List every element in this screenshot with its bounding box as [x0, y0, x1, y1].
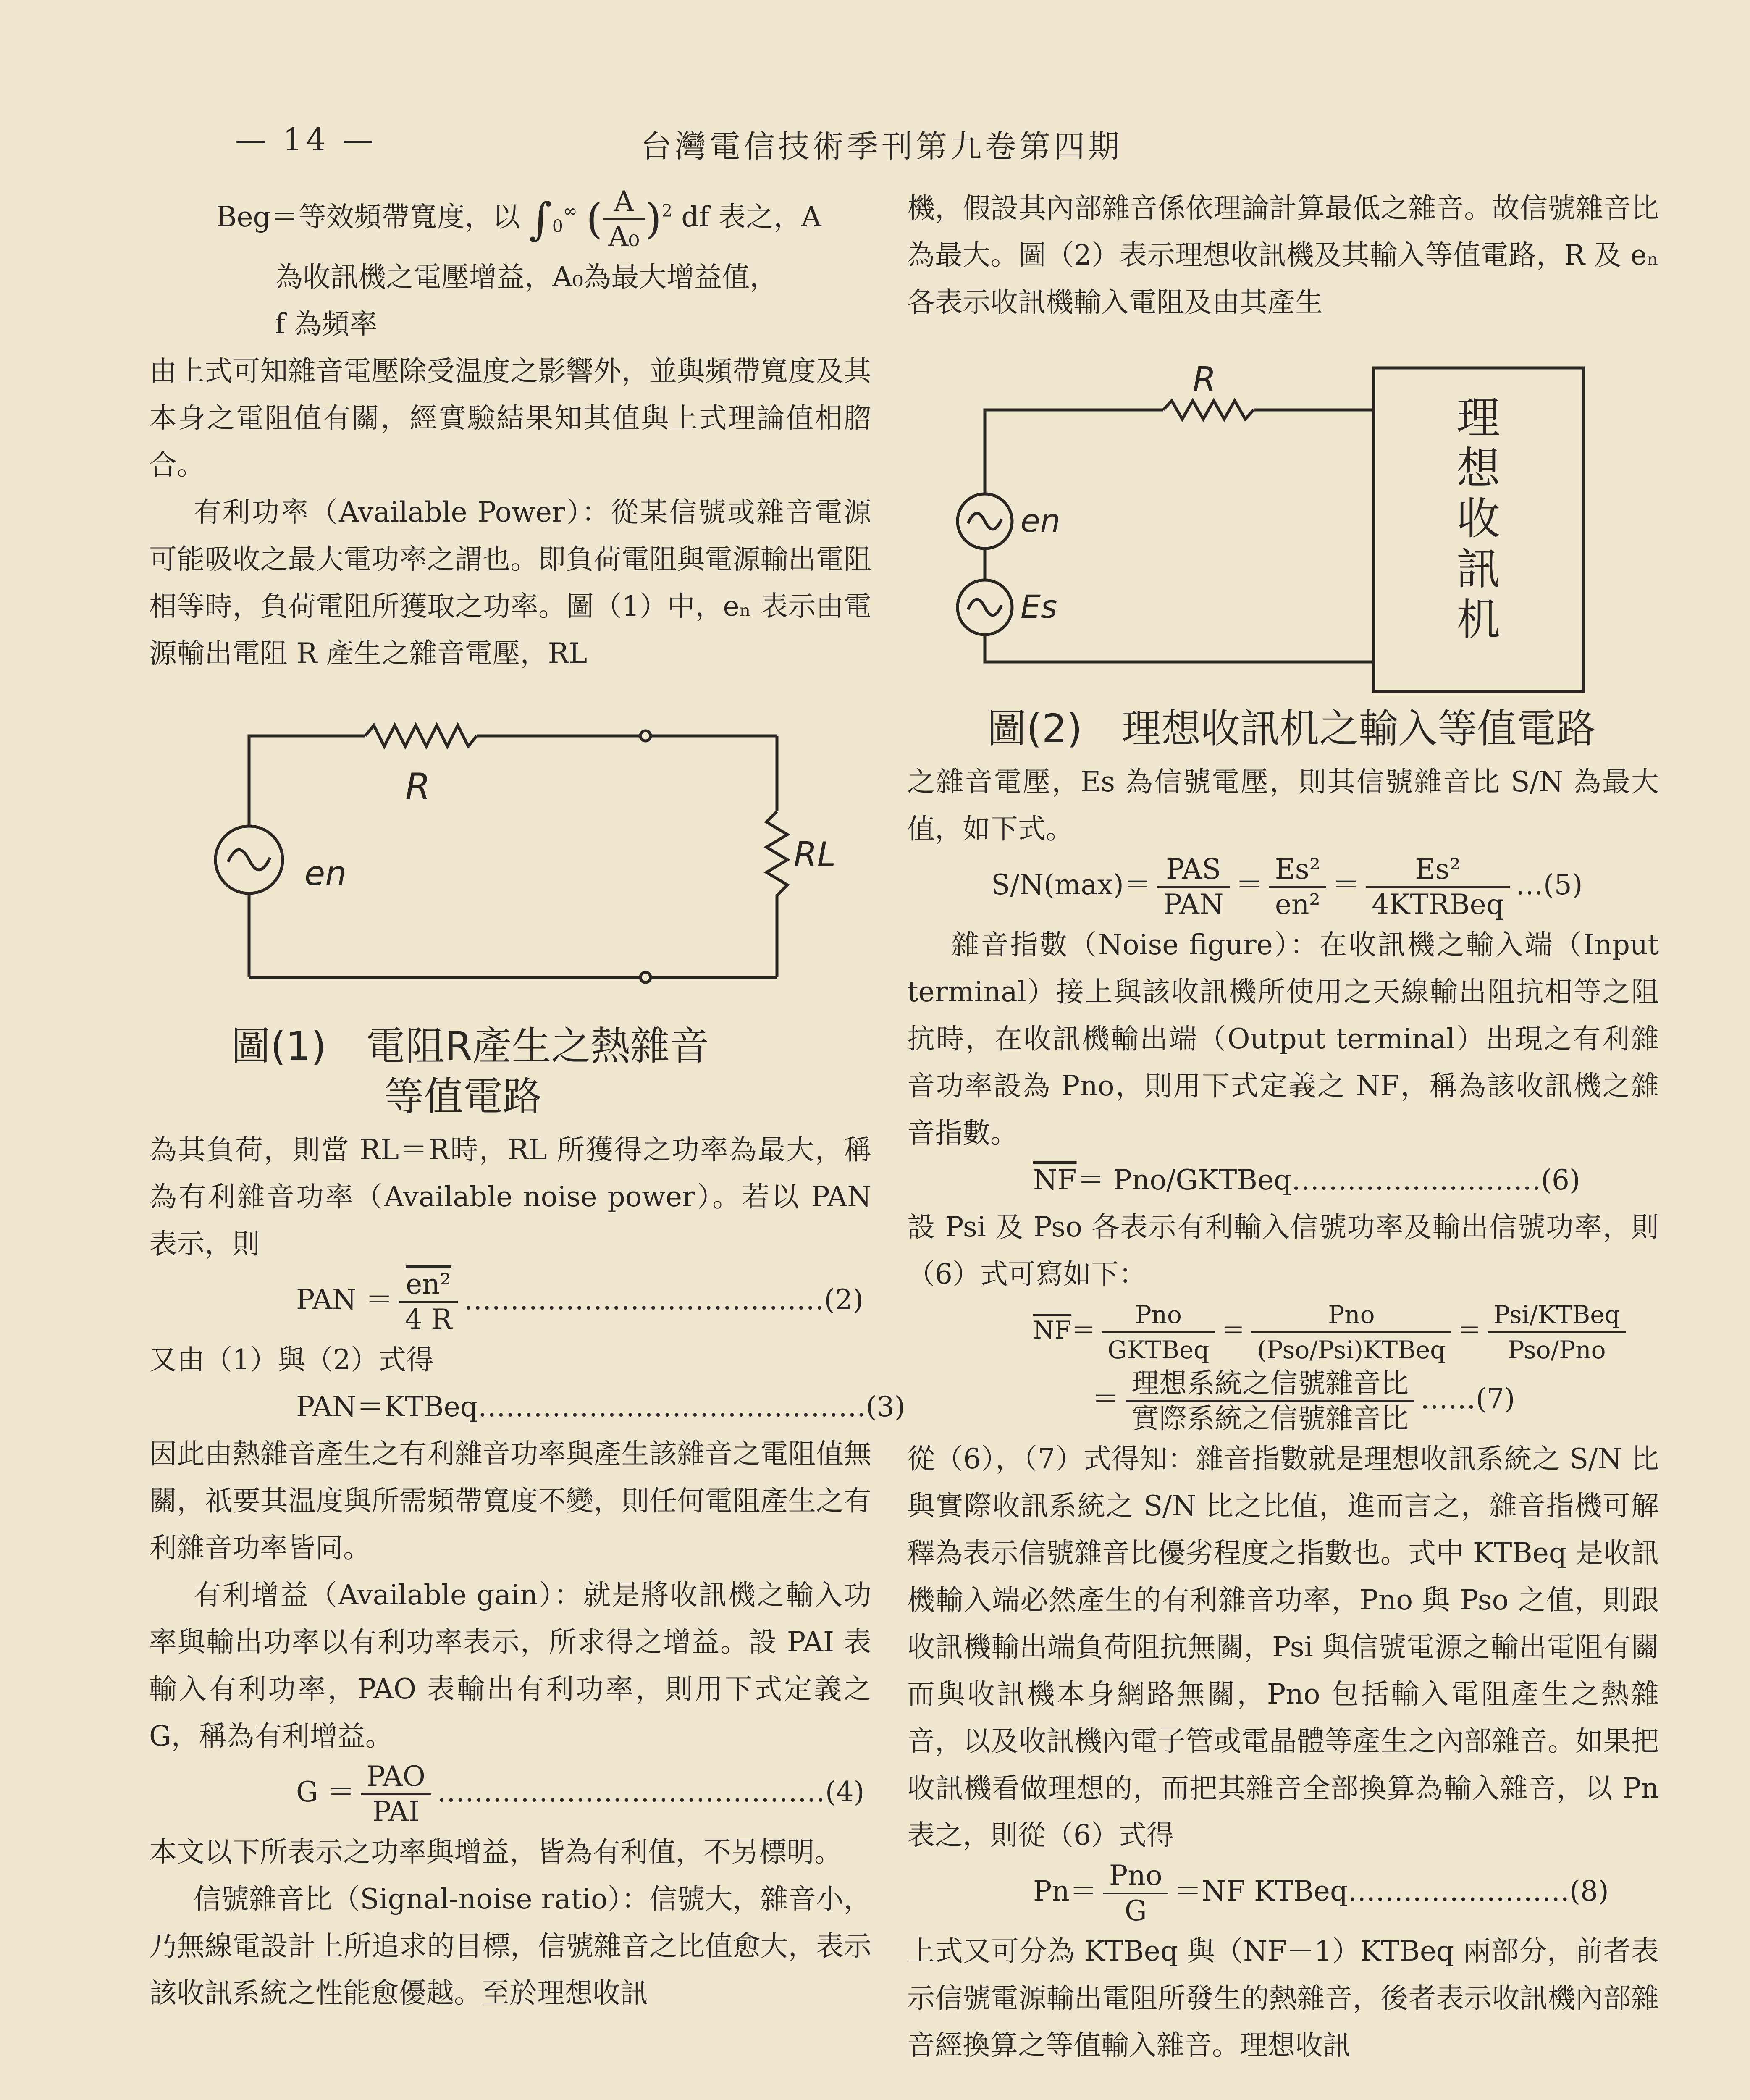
fraction: $\frac{\text{理想系統之信號雜音比}}{\text{實際系統之信號雜音比}}$ [1126, 1367, 1414, 1436]
fraction: $\frac{\text{Psi/KTBeq}}{\text{Pso/Pno}}$ [1488, 1298, 1626, 1367]
resistor-r [365, 725, 477, 746]
figure-2-circuit [907, 326, 1659, 704]
paragraph: 之雜音電壓，Es 為信號電壓，則其信號雜音比 S/N 為最大值，如下式。 [907, 766, 1659, 845]
paragraph: 設 Psi 及 Pso 各表示有利輸入信號功率及輸出信號功率，則（6）式可寫如下： [907, 1211, 1659, 1290]
equation-5: S/N(max)＝ $\frac{\text{PAS}}{\text{PAN}}$ ＝ $\frac{\text{Es²}}{\text{en²}}$ ＝ $\frac{\text{Es²}}{\text{4KTRBeq}}$ …(5) [991, 853, 1583, 921]
paragraph: 上式又可分為 KTBeq 與（NF－1）KTBeq 兩部分，前者表示信號電源輸出電阻所發生的熱雜音，後者表示收訊機內部雜音經換算之等值輸入雜音。理想收訊 [907, 1935, 1659, 2061]
freq-definition: f 為頻率 [275, 308, 378, 340]
fraction: $\frac{\text{Pno}}{\text{(Pso/Psi)KTBeq}}$ [1251, 1298, 1451, 1367]
wire [985, 635, 1373, 662]
label-es: Es [1021, 588, 1057, 625]
paragraph: 信號雜音比（Signal-noise ratio）：信號大，雜音小，乃無線電設計上所追求的目標，信號雜音之比值愈大，表示該收訊系統之性能愈優越。至於理想收訊 [149, 1883, 871, 2009]
equation-4: G ＝ $\frac{\text{PAO}}{\text{PAI}}$ ……………………………………(4) [296, 1760, 865, 1828]
fraction: $\frac{\text{Es²}}{\text{en²}}$ [1269, 853, 1327, 921]
paragraph: 又由（1）與（2）式得 [149, 1344, 434, 1376]
paragraph: 有利功率（Available Power）：從某信號或雜音電源可能吸收之最大電功率之謂也。即負荷電阻與電源輸出電阻相等時，負荷電阻所獲取之功率。圖（1）中，eₙ 表示由電源輸出電阻 R 產生之雜音電壓，RL [149, 496, 871, 669]
journal-title: 台灣電信技術季刊第九卷第四期 [640, 129, 1123, 165]
label-en: en [304, 854, 346, 893]
figure-1-caption: 圖(1) 電阻R產生之熱雜音 [231, 1024, 709, 1069]
paragraph: 機，假設其內部雜音係依理論計算最低之雜音。故信號雜音比為最大。圖（2）表示理想收訊機及其輸入等值電路，R 及 eₙ 各表示收訊機輸入電阻及由其產生 [907, 192, 1659, 318]
label-rl: RL [794, 835, 836, 874]
gain-definition: 為收訊機之電壓增益，A₀為最大增益值， [275, 261, 778, 293]
beq-definition: Beg＝等效頻帶寬度，以 $\int_0^\infty$ ( $\frac{A}{\text{A₀}}$ )$^2$ df 表之，A [216, 185, 821, 253]
label-en: en [1021, 502, 1060, 539]
sine-wave-icon [968, 513, 1002, 529]
sine-wave-icon [228, 850, 270, 870]
sine-wave-icon [968, 599, 1002, 615]
equation-3: PAN＝KTBeq……………………………………(3) [296, 1391, 905, 1423]
svg-text:訊: 訊 [1456, 543, 1501, 595]
svg-text:理: 理 [1456, 392, 1501, 444]
svg-text:想: 想 [1456, 443, 1501, 494]
wire [249, 736, 365, 826]
wire [985, 410, 1163, 494]
left-column [149, 185, 905, 2017]
receiver-box-label [1456, 392, 1501, 645]
terminal [640, 731, 651, 741]
equation-2: PAN ＝ $\frac{\text{en²}}{4 R}$ …………………………………(2) [296, 1268, 863, 1336]
fraction: $\frac{\text{en²}}{4 R}$ [399, 1268, 458, 1336]
figure-2-caption: 圖(2) 理想收訊机之輸入等值電路 [987, 706, 1596, 752]
paragraph: 為其負荷，則當 RL＝R時，RL 所獲得之功率為最大，稱為有利雜音功率（Available noise power）。若以 PAN 表示，則 [149, 1134, 871, 1260]
paragraph: 雜音指數（Noise figure）：在收訊機之輸入端（Input terminal）接上與該收訊機所使用之天線輸出阻抗相等之阻抗時，在收訊機輸出端（Output terminal）出現之有利雜音功率設為 Pno，則用下式定義之 NF，稱為該收訊機之雜音指數。 [907, 929, 1659, 1149]
equation-7a: $\overline{NF}=$ $\frac{\text{Pno}}{\text{GKTBeq}}$ ＝ $\frac{\text{Pno}}{\text{(Pso/Psi)KTBeq}}$ ＝ $\frac{\text{Psi/KTBeq}}{\text{Pso/Pno}}$ [907, 1298, 1659, 1367]
label-r: R [1193, 360, 1216, 399]
label-r: R [405, 766, 430, 808]
paragraph: 因此由熱雜音產生之有利雜音功率與產生該雜音之電阻值無關，祇要其温度與所需頻帶寬度不變，則任何電阻產生之有利雜音功率皆同。 [149, 1438, 871, 1564]
svg-text:机: 机 [1456, 594, 1501, 645]
fraction: $\frac{\text{PAO}}{\text{PAI}}$ [361, 1760, 431, 1829]
fraction: $\frac{\text{Pno}}{\text{GKTBeq}}$ [1102, 1298, 1215, 1367]
figure-1-caption-line2: 等值電路 [384, 1074, 543, 1120]
paragraph: 從（6），（7）式得知：雜音指數就是理想收訊系統之 S/N 比與實際收訊系統之 S/N 比之比值，進而言之，雜音指機可解釋為表示信號雜音比優劣程度之指數也。式中 KTBeq 是收訊機輸入端必然產生的有利雜音功率，Pno 與 Pso 之值，則跟收訊機輸出端負荷阻抗無關，Psi 與信號電源之輸出電阻有關而與收訊機本身網路無關，Pno 包括輸入電阻產生之熱雜音，以及收訊機內電子管或電晶體等產生之內部雜音。如果把收訊機看做理想的，而把其雜音全部換算為輸入雜音，以 Pn 表之，則從（6）式得 [907, 1443, 1659, 1851]
fraction: $\frac{\text{Es²}}{\text{4KTRBeq}}$ [1366, 853, 1510, 921]
resistor-r [1163, 401, 1254, 419]
fraction: $\frac{\text{Pno}}{G}$ [1103, 1859, 1168, 1928]
paragraph: 由上式可知雜音電壓除受温度之影響外，並與頻帶寬度及其本身之電阻值有關，經實驗結果知其值與上式理論值相脗合。 [149, 355, 871, 481]
figure-1-circuit [149, 677, 871, 1021]
paren-close: ) [645, 195, 662, 243]
fraction: $\frac{\text{PAS}}{\text{PAN}}$ [1157, 853, 1230, 921]
paren-open: ( [586, 195, 603, 243]
resistor-rl [766, 811, 787, 895]
figure-2 [907, 326, 1659, 754]
page-number: — 14 — [235, 122, 377, 158]
gain-ratio: $\frac{A}{\text{A₀}}$ [603, 185, 645, 254]
right-column [907, 185, 1659, 2069]
equation-6: $\overline{NF}=$ Pno/GKTBeq………………………(6) [1033, 1164, 1580, 1196]
equation-7b: ＝ $\frac{\text{理想系統之信號雜音比}}{\text{實際系統之信號雜音比}}$ ……(7) [1092, 1367, 1515, 1435]
paragraph: 本文以下所表示之功率與增益，皆為有利值，不另標明。 [149, 1836, 842, 1868]
terminal [640, 972, 651, 982]
svg-text:收: 收 [1456, 493, 1501, 544]
paragraph: 有利增益（Available gain）：就是將收訊機之輸入功率與輸出功率以有利功率表示，所求得之增益。設 PAI 表輸入有利功率，PAO 表輸出有利功率，則用下式定義之 G，稱為有利增益。 [149, 1579, 871, 1752]
figure-1 [149, 677, 871, 1122]
integral-sign: ∫ [529, 193, 552, 245]
equation-8: Pn＝ $\frac{\text{Pno}}{G}$ ＝NF KTBeq……………………(8) [1033, 1859, 1609, 1927]
